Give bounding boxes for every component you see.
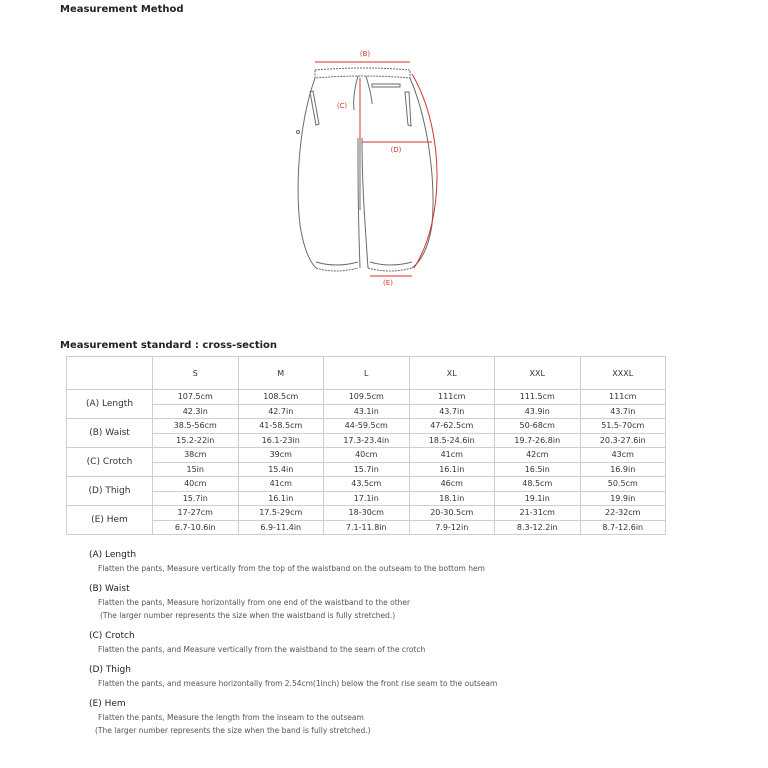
table-cell: 15.7in [324,462,410,477]
table-cell: 16.1in [409,462,495,477]
table-cell: 47-62.5cm [409,419,495,434]
table-cell: 41-58.5cm [238,419,324,434]
note-desc: Flatten the pants, and Measure vertically from the waistband to the seam of the crotch [98,645,426,654]
table-cell: 17-27cm [153,506,239,521]
note-crotch [89,629,749,656]
size-header: XXXL [580,357,666,390]
note-sub: (The larger number represents the size when the waistband is fully stretched.) [100,611,396,620]
table-cell: 43cm [580,448,666,463]
note-desc: Flatten the pants, Measure horizontally from one end of the waistband to the other [98,598,411,607]
table-cell: 17.1in [324,491,410,506]
size-header: XXL [495,357,581,390]
table-cell: 51.5-70cm [580,419,666,434]
label-d: (D) [390,146,402,154]
note-waist [89,582,749,622]
note-title: (C) Crotch [89,631,135,641]
table-cell: 16.1-23in [238,433,324,448]
table-cell: 8.7-12.6in [580,520,666,535]
table-cell: 42cm [495,448,581,463]
table-row [67,520,666,535]
table-cell: 43.5cm [324,477,410,492]
label-c: (C) [336,102,348,110]
table-cell: 16.9in [580,462,666,477]
table-cell: 43.7in [409,404,495,419]
table-cell: 15in [153,462,239,477]
measurement-notes [89,548,749,744]
table-cell: 18.5-24.6in [409,433,495,448]
size-table-body [67,390,666,535]
table-cell: 109.5cm [324,390,410,405]
table-cell: 41cm [238,477,324,492]
table-cell: 43.7in [580,404,666,419]
size-header: M [238,357,324,390]
table-row [67,433,666,448]
table-cell: 18-30cm [324,506,410,521]
row-label: (B) Waist [67,419,153,448]
table-cell: 50.5cm [580,477,666,492]
table-cell: 16.1in [238,491,324,506]
table-cell: 42.3in [153,404,239,419]
note-desc: Flatten the pants, Measure the length from the inseam to the outseam [98,713,364,722]
table-cell: 6.7-10.6in [153,520,239,535]
table-row [67,491,666,506]
table-cell: 19.7-26.8in [495,433,581,448]
table-cell: 50-68cm [495,419,581,434]
table-row [67,477,666,492]
note-desc: Flatten the pants, and measure horizontally from 2.54cm(1inch) below the front rise seam to the outseam [98,679,498,688]
table-cell: 20.3-27.6in [580,433,666,448]
label-b: (B) [359,50,371,58]
row-label: (E) Hem [67,506,153,535]
table-cell: 46cm [409,477,495,492]
size-table [66,356,666,535]
note-title: (A) Length [89,550,137,560]
note-hem [89,697,749,737]
note-title: (E) Hem [89,699,126,709]
table-cell: 18.1in [409,491,495,506]
table-row [67,506,666,521]
row-label: (C) Crotch [67,448,153,477]
table-cell: 44-59.5cm [324,419,410,434]
table-cell: 20-30.5cm [409,506,495,521]
measurement-guides [315,62,437,276]
table-cell: 42.7in [238,404,324,419]
table-cell: 7.1-11.8in [324,520,410,535]
note-thigh [89,663,749,690]
table-cell: 17.3-23.4in [324,433,410,448]
table-cell: 41cm [409,448,495,463]
table-cell: 111.5cm [495,390,581,405]
table-cell: 6.9-11.4in [238,520,324,535]
table-cell: 108.5cm [238,390,324,405]
table-cell: 48.5cm [495,477,581,492]
table-cell: 111cm [580,390,666,405]
table-row [67,419,666,434]
table-cell: 19.9in [580,491,666,506]
corner-cell [67,357,153,390]
pants-diagram [280,40,460,300]
table-cell: 40cm [324,448,410,463]
note-sub: (The larger number represents the size when the band is fully stretched.) [95,726,371,735]
note-title: (B) Waist [89,584,130,594]
measurement-method-title: Measurement Method [60,4,184,15]
table-cell: 16.5in [495,462,581,477]
size-header: L [324,357,410,390]
table-cell: 43.9in [495,404,581,419]
table-cell: 8.3-12.2in [495,520,581,535]
table-cell: 107.5cm [153,390,239,405]
table-cell: 38.5-56cm [153,419,239,434]
table-cell: 15.2-22in [153,433,239,448]
table-cell: 15.7in [153,491,239,506]
note-length [89,548,749,575]
size-header-row [67,357,666,390]
table-cell: 43.1in [324,404,410,419]
table-cell: 111cm [409,390,495,405]
note-title: (D) Thigh [89,665,131,675]
table-cell: 17.5-29cm [238,506,324,521]
table-cell: 38cm [153,448,239,463]
size-header: XL [409,357,495,390]
pants-outline [297,68,434,271]
size-header: S [153,357,239,390]
table-cell: 15.4in [238,462,324,477]
label-e: (E) [383,279,393,287]
table-cell: 40cm [153,477,239,492]
table-cell: 22-32cm [580,506,666,521]
table-row [67,462,666,477]
measurement-standard-title: Measurement standard : cross-section [60,340,278,351]
row-label: (D) Thigh [67,477,153,506]
table-cell: 19.1in [495,491,581,506]
table-cell: 21-31cm [495,506,581,521]
table-row [67,404,666,419]
table-row [67,448,666,463]
row-label: (A) Length [67,390,153,419]
table-row [67,390,666,405]
table-cell: 7.9-12in [409,520,495,535]
table-cell: 39cm [238,448,324,463]
note-desc: Flatten the pants, Measure vertically from the top of the waistband on the outseam to the bottom hem [98,564,485,573]
